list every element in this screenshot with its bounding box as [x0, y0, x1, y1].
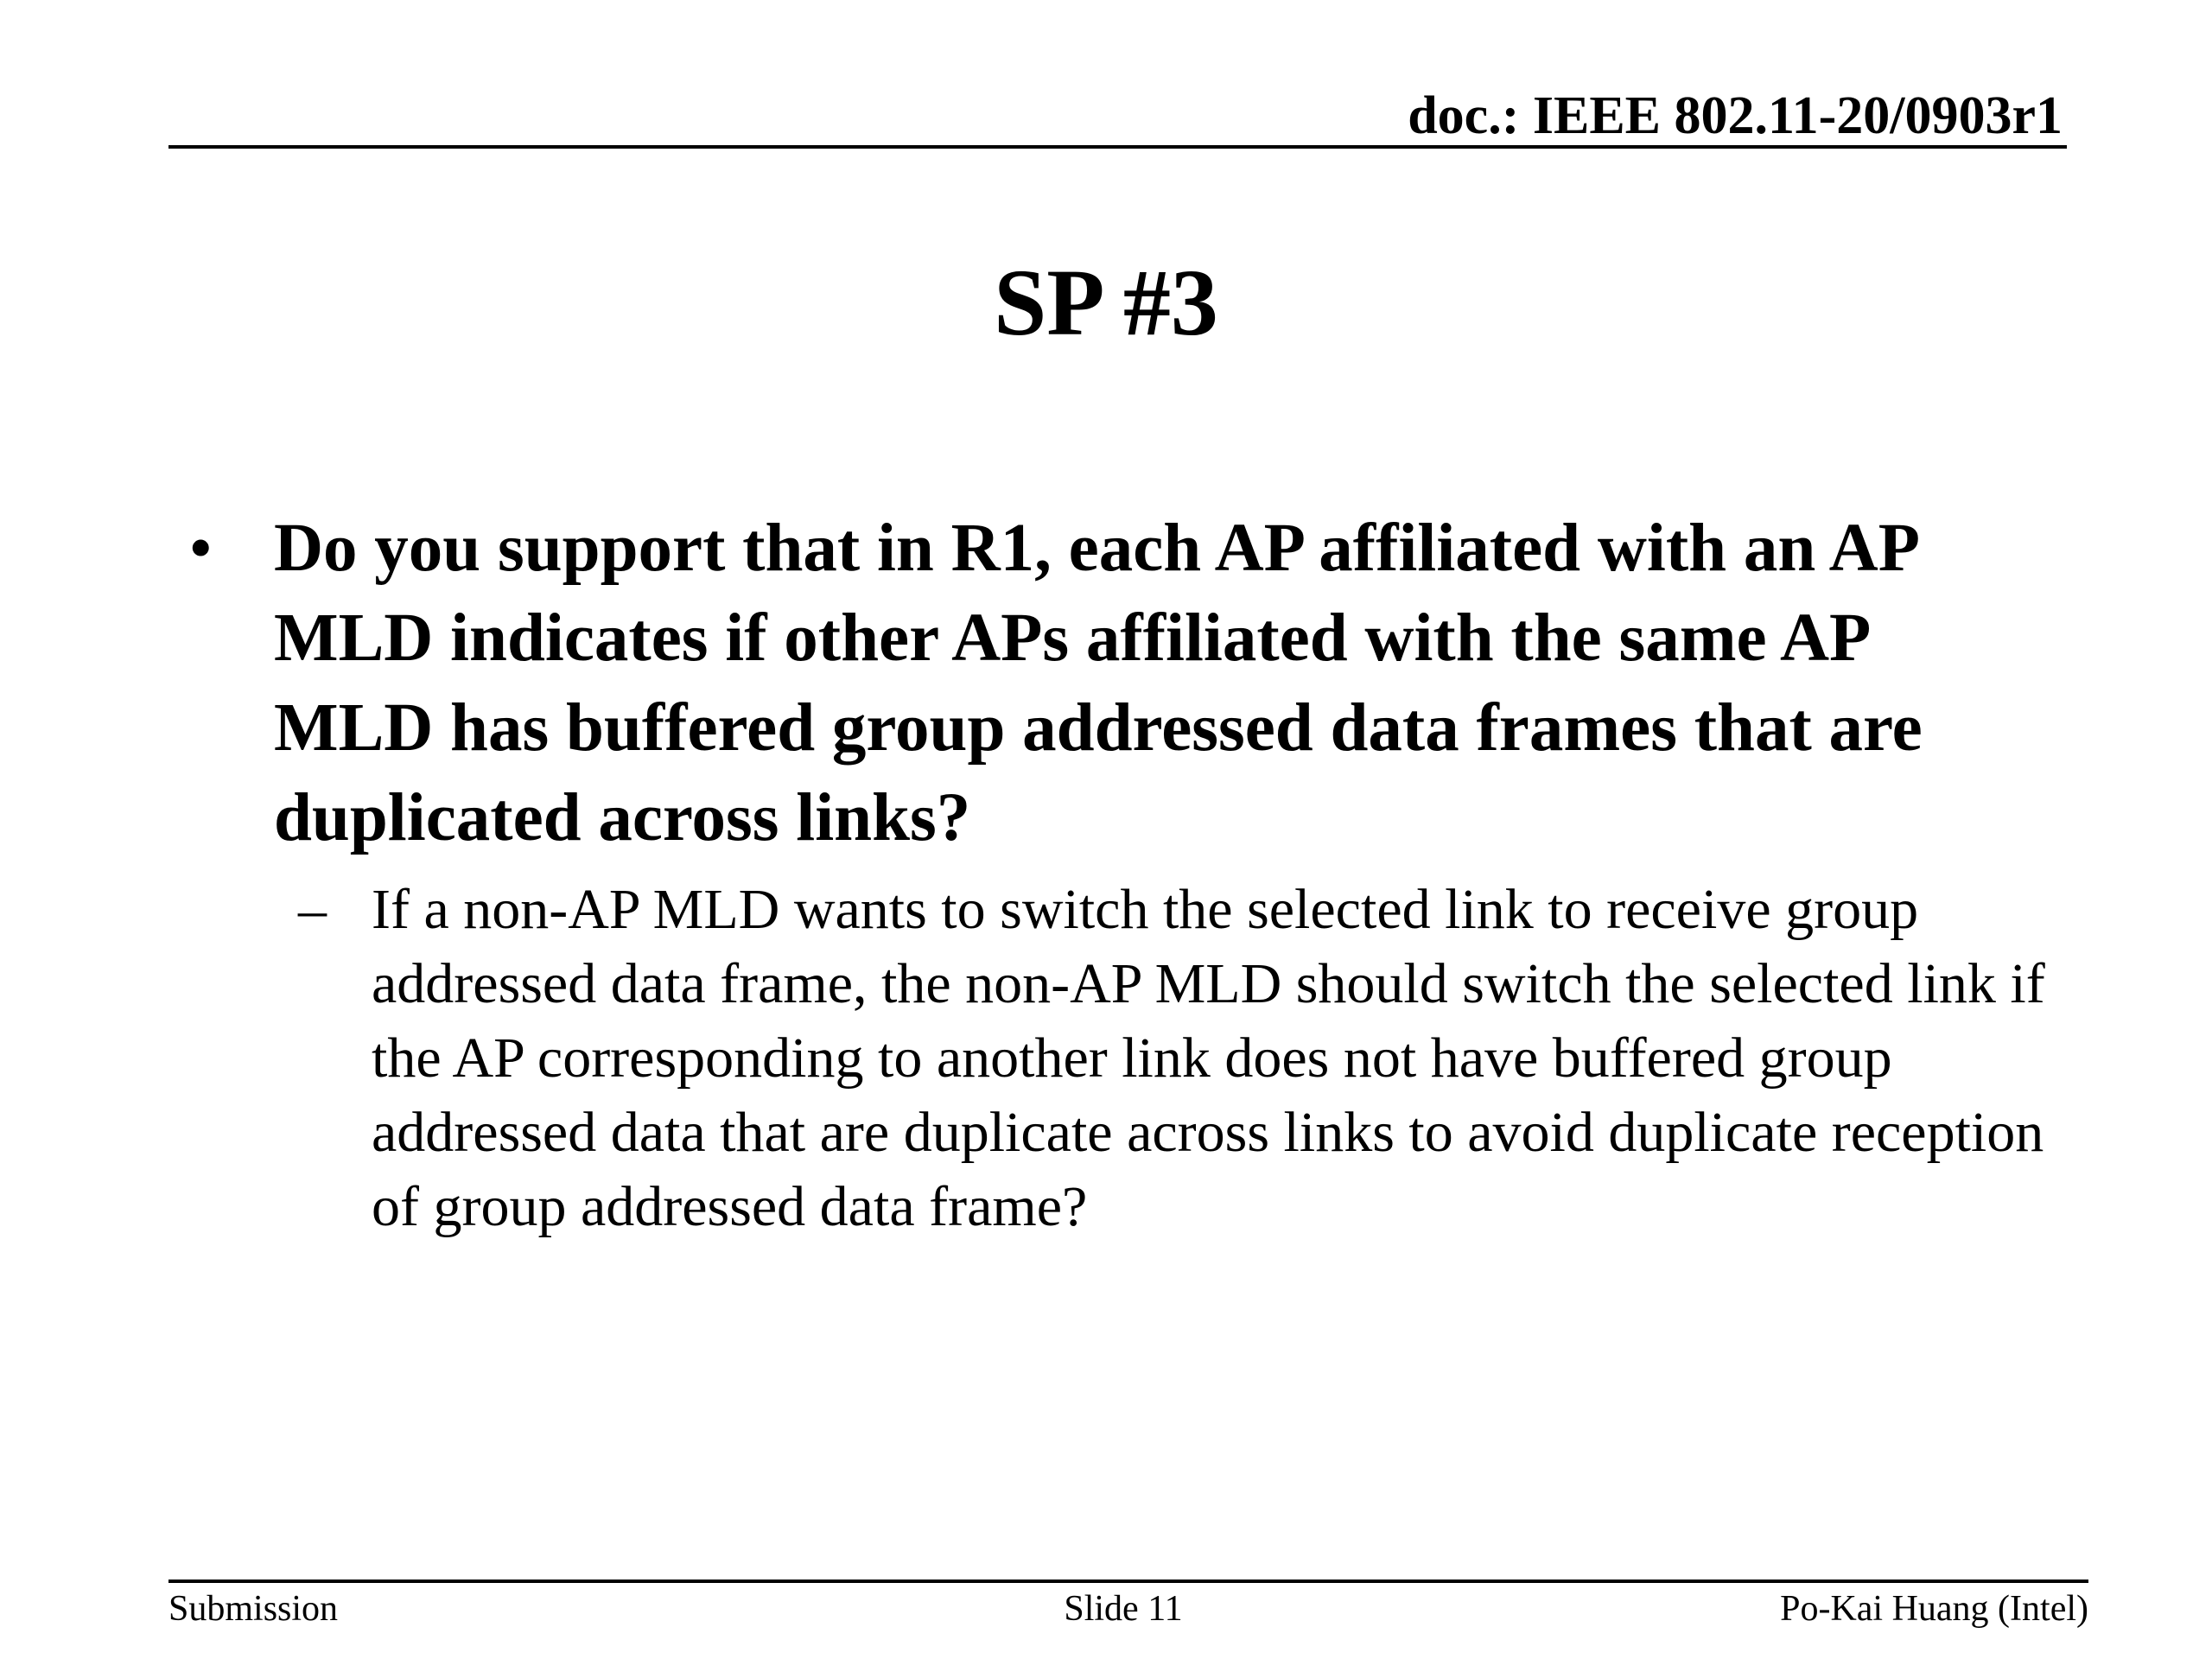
footer-submission: Submission — [168, 1589, 339, 1629]
bullet-text: Do you support that in R1, each AP affiliated with an AP MLD indicates if other APs affiliated with the same AP MLD has buffered group addressed data frames that are duplicated across links? — [274, 511, 1923, 855]
document-id: doc.: IEEE 802.11-20/0903r1 — [1408, 86, 2063, 145]
footer-divider — [168, 1580, 2088, 1583]
footer-author: Po-Kai Huang (Intel) — [1780, 1589, 2088, 1629]
sub-bullet-marker: – — [298, 878, 327, 941]
bullet-marker: • — [190, 515, 212, 582]
sub-bullet-text: If a non-AP MLD wants to switch the selected link to receive group addressed data frame, the non-AP MLD should switch the selected link if the AP corresponding to another link does not have buffered group addressed data that are duplicate across links to avoid duplicate reception of group addressed data frame? — [372, 878, 2045, 1238]
footer-slide-number: Slide 11 — [1064, 1589, 1183, 1629]
slide-title: SP #3 — [994, 250, 1218, 355]
